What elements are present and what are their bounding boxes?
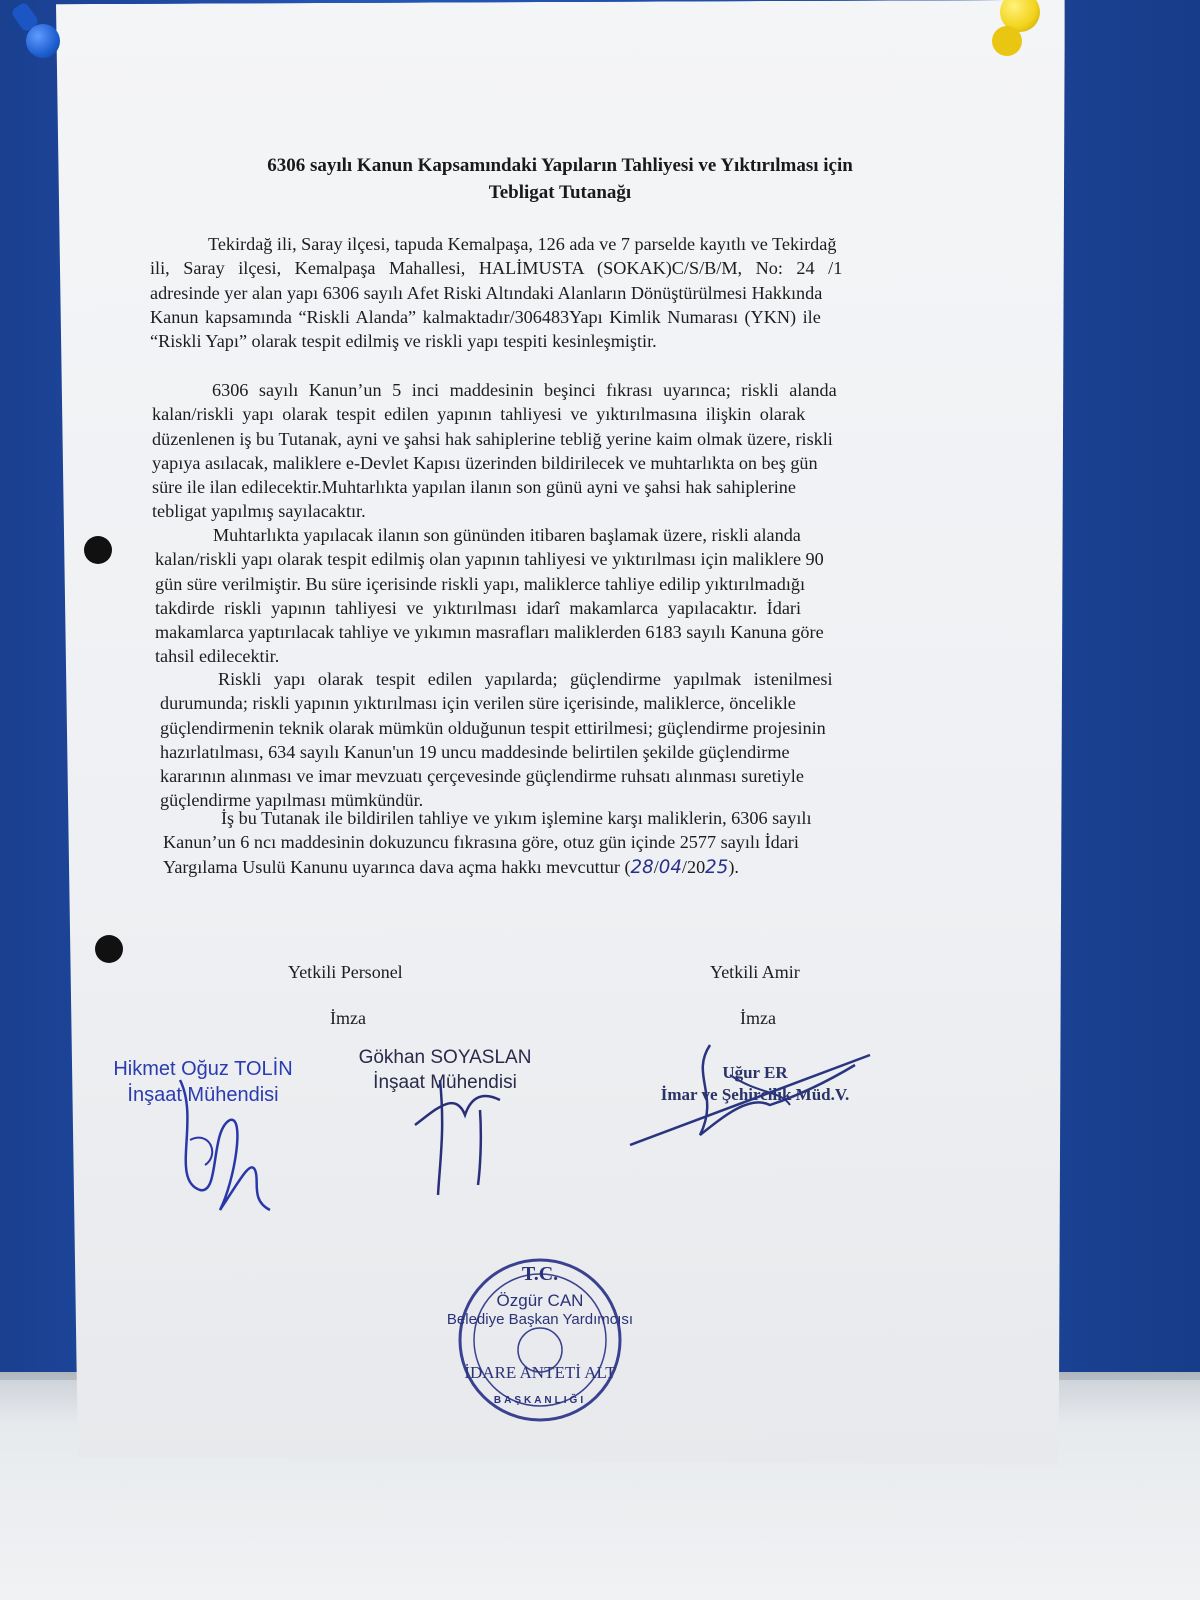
paragraph-4 [160, 667, 942, 813]
p1-line: Kanun kapsamında “Riskli Alanda” kalmaktadır/306483Yapı Kimlik Numarası (YKN) ile [150, 306, 821, 327]
p4-line: hazırlatılması, 634 sayılı Kanun'un 19 uncu maddesinde belirtilen şekilde güçlendirme [160, 741, 790, 762]
p2-line: kalan/riskli yapı olarak tespit edilen yapının tahliyesi ve yıktırılmasına ilişkin olarak [152, 404, 806, 425]
p3-line: takdirde riskli yapının tahliyesi ve yıktırılması idarî makamlarca yapılacaktır. İdari [155, 597, 802, 618]
p3-line: makamlarca yaptırılacak tahliye ve yıkımın masrafları maliklerden 6183 sayılı Kanuna göre [155, 622, 824, 643]
title-line-2: Tebligat Tutanağı [488, 182, 632, 203]
right-signer-label: Yetkili Amir [710, 962, 800, 982]
stamp2-title: İnşaat Mühendisi [373, 1072, 517, 1093]
seal-ring-text: BAŞKANLIĞI [493, 1395, 587, 1406]
seal-name: Özgür CAN [496, 1291, 584, 1310]
paragraph-5 [163, 806, 941, 880]
seal-top: T.C. [521, 1263, 559, 1285]
left-imza-label: İmza [330, 1008, 366, 1028]
p3-line: gün süre verilmiştir. Bu süre içerisinde riskli yapı, maliklerce tahliye edilip yıktırılmadığı [155, 573, 806, 594]
date-sep: / [653, 856, 659, 877]
p2-line: süre ile ilan edilecektir.Muhtarlıkta yapılan ilanın son günü ayni ve şahsi hak sahiplerine [152, 477, 796, 498]
seal-footer: İDARE ANTETİ ALT [464, 1363, 616, 1382]
punch-hole [84, 536, 112, 564]
p1-line: Tekirdağ ili, Saray ilçesi, tapuda Kemalpaşa, 126 ada ve 7 parselde kayıtlı ve Tekirdağ [208, 234, 837, 254]
amir-title: İmar ve Şehircilik Müd.V. [660, 1085, 850, 1104]
p4-line: Riskli yapı olarak tespit edilen yapılarda; güçlendirme yapılmak istenilmesi [218, 669, 833, 689]
paragraph-3 [155, 523, 945, 669]
p5-last-line [163, 855, 941, 880]
p5-last-suffix: ). [728, 856, 739, 877]
right-imza-label: İmza [740, 1008, 776, 1028]
p2-line: düzenlenen iş bu Tutanak, ayni ve şahsi hak sahiplerine tebliğ yerine kaim olmak üzere, riskli [152, 428, 833, 449]
stamp1-title: İnşaat Mühendisi [127, 1084, 279, 1106]
p4-line: durumunda; riskli yapının yıktırılması için verilen süre içerisinde, maliklerce, öncelikle [160, 693, 796, 714]
punch-hole [95, 935, 123, 963]
p5-last-prefix: Yargılama Usulü Kanunu uyarınca dava açma hakkı mevcuttur ( [163, 856, 631, 877]
p4-line: kararının alınması ve imar mevzuatı çerçevesinde güçlendirme ruhsatı alınması suretiyle [160, 766, 804, 787]
signature-2-icon [410, 1070, 520, 1210]
date-month-handwritten: 04 [658, 856, 682, 878]
p1-line: adresinde yer alan yapı 6306 sayılı Afet Riski Altındaki Alanların Dönüştürülmesi Hakkında [150, 282, 823, 303]
date-sep: / [681, 856, 687, 877]
p4-line: güçlendirmenin teknik olarak mümkün olduğunun tespit ettirilmesi; güçlendirme projesinin [160, 717, 826, 738]
p2-line: tebligat yapılmış sayılacaktır. [152, 501, 366, 522]
p1-line: ili, Saray ilçesi, Kemalpaşa Mahallesi, HALİMUSTA (SOKAK)C/S/B/M, No: 24 /1 [150, 258, 843, 279]
p1-line: “Riskli Yapı” olarak tespit edilmiş ve riskli yapı tespiti kesinleşmiştir. [150, 331, 657, 352]
p5-line: İş bu Tutanak ile bildirilen tahliye ve yıkım işlemine karşı maliklerin, 6306 sayılı [221, 808, 812, 828]
p4-line: güçlendirme yapılması mümkündür. [160, 790, 424, 811]
official-seal [446, 1255, 634, 1425]
stamp2-name: Gökhan SOYASLAN [358, 1047, 532, 1068]
document-title [200, 152, 920, 206]
p3-line: tahsil edilecektir. [155, 646, 280, 667]
p5-line: Kanun’un 6 ncı maddesinin dokuzuncu fıkrasına göre, otuz gün içinde 2577 sayılı İdari [163, 832, 799, 853]
signature-3-icon [630, 1035, 870, 1155]
p2-line: yapıya asılacak, maliklere e-Devlet Kapısı üzerinden bildirilecek ve muhtarlıkta on beş gün [152, 452, 818, 473]
paragraph-1 [150, 232, 950, 353]
date-year-handwritten: 25 [705, 856, 729, 878]
paragraph-2 [152, 378, 950, 524]
title-line-1: 6306 sayılı Kanun Kapsamındaki Yapıların Tahliyesi ve Yıktırılması için [267, 155, 853, 176]
date-year-prefix: 20 [686, 856, 706, 877]
signature-1-icon [160, 1060, 290, 1230]
amir-name: Uğur ER [722, 1063, 788, 1082]
stamp1-name: Hikmet Oğuz TOLİN [113, 1058, 293, 1080]
seal-title: Belediye Başkan Yardımcısı [446, 1311, 634, 1328]
left-signer-label: Yetkili Personel [288, 962, 403, 982]
date-day-handwritten: 28 [630, 856, 654, 878]
p3-line: Muhtarlıkta yapılacak ilanın son gününden itibaren başlamak üzere, riskli alanda [213, 525, 801, 545]
p2-line: 6306 sayılı Kanun’un 5 inci maddesinin beşinci fıkrası uyarınca; riskli alanda [212, 380, 837, 400]
p3-line: kalan/riskli yapı olarak tespit edilmiş olan yapının tahliyesi ve yıktırılması için maliklere 90 [155, 549, 824, 570]
